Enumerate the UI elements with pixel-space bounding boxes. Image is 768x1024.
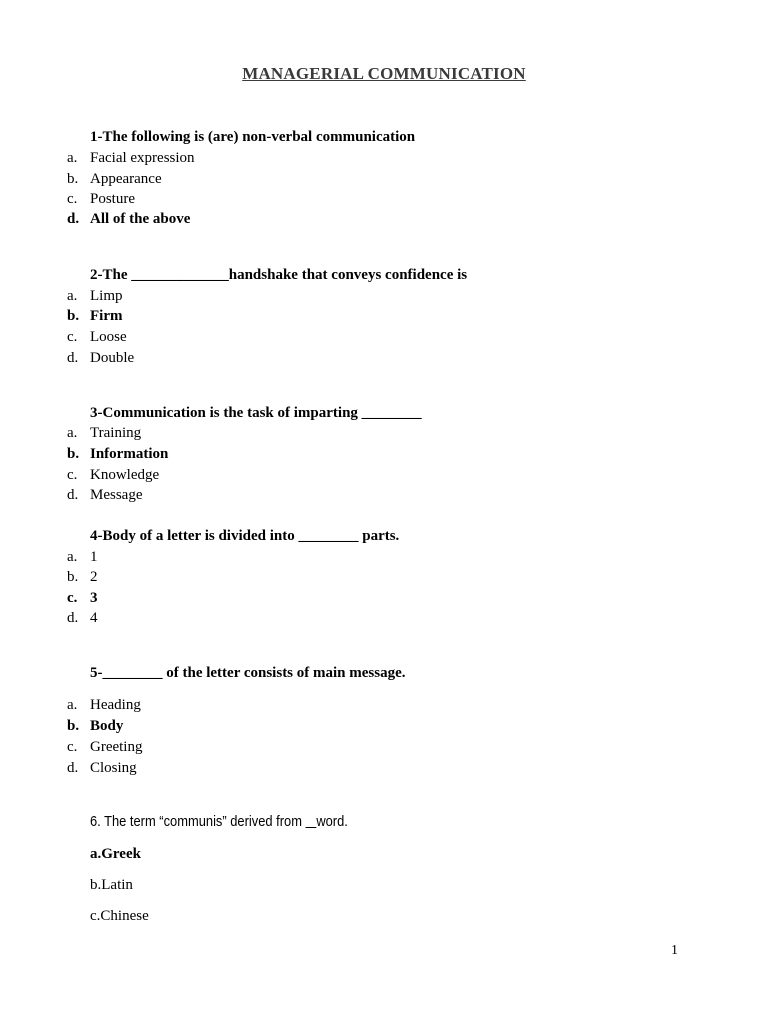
option-letter: d. xyxy=(67,211,80,227)
question-6-blank xyxy=(306,813,317,830)
question-6 xyxy=(90,813,348,830)
option-letter: b. xyxy=(67,718,80,734)
question-2: 2-The _____________handshake that conveys confidence is xyxy=(90,267,468,283)
option-letter: a. xyxy=(67,288,78,304)
option-text: Message xyxy=(90,487,143,503)
option-letter: a. xyxy=(67,549,78,565)
option-text: Body xyxy=(90,718,124,734)
option-letter: c. xyxy=(67,467,78,483)
option-text: Closing xyxy=(90,760,137,776)
page-number: 1 xyxy=(671,943,678,958)
question-3: 3-Communication is the task of imparting ________ xyxy=(90,405,422,421)
option-text: All of the above xyxy=(90,211,191,227)
option-text: 2 xyxy=(90,569,98,585)
question-4: 4-Body of a letter is divided into ________ parts. xyxy=(90,528,400,544)
option-letter: a. xyxy=(67,425,78,441)
option-text: Information xyxy=(90,446,169,462)
option-text: Firm xyxy=(90,308,123,324)
question-6-option-c: c.Chinese xyxy=(90,908,149,924)
question-6-option-b: b.Latin xyxy=(90,877,133,893)
option-text: Posture xyxy=(90,191,135,207)
option-letter: d. xyxy=(67,610,79,626)
option-text: Loose xyxy=(90,329,127,345)
option-text: Heading xyxy=(90,697,141,713)
question-6-option-a: a.Greek xyxy=(90,846,141,862)
option-text: Knowledge xyxy=(90,467,160,483)
option-letter: d. xyxy=(67,760,79,776)
option-letter: b. xyxy=(67,569,79,585)
option-text: Double xyxy=(90,350,135,366)
option-letter: d. xyxy=(67,487,79,503)
option-text: Greeting xyxy=(90,739,143,755)
option-text: Facial expression xyxy=(90,150,195,166)
option-text: Training xyxy=(90,425,142,441)
option-letter: a. xyxy=(67,150,78,166)
question-6-prefix: 6. The term “communis” derived from xyxy=(90,813,306,830)
option-letter: a. xyxy=(67,697,78,713)
option-letter: d. xyxy=(67,350,79,366)
option-letter: c. xyxy=(67,590,78,606)
option-letter: c. xyxy=(67,329,78,345)
option-letter: b. xyxy=(67,446,80,462)
document-title: MANAGERIAL COMMUNICATION xyxy=(242,64,526,83)
option-letter: c. xyxy=(67,739,78,755)
question-6-suffix: word. xyxy=(316,813,348,830)
option-text: 1 xyxy=(90,549,98,565)
option-text: Appearance xyxy=(90,171,162,187)
option-letter: b. xyxy=(67,308,80,324)
option-text: 4 xyxy=(90,610,98,626)
question-1: 1-The following is (are) non-verbal communication xyxy=(90,129,416,145)
option-text: Limp xyxy=(90,288,123,304)
option-letter: c. xyxy=(67,191,78,207)
option-letter: b. xyxy=(67,171,79,187)
option-text: 3 xyxy=(90,590,98,606)
question-5: 5-________ of the letter consists of main message. xyxy=(90,665,406,681)
